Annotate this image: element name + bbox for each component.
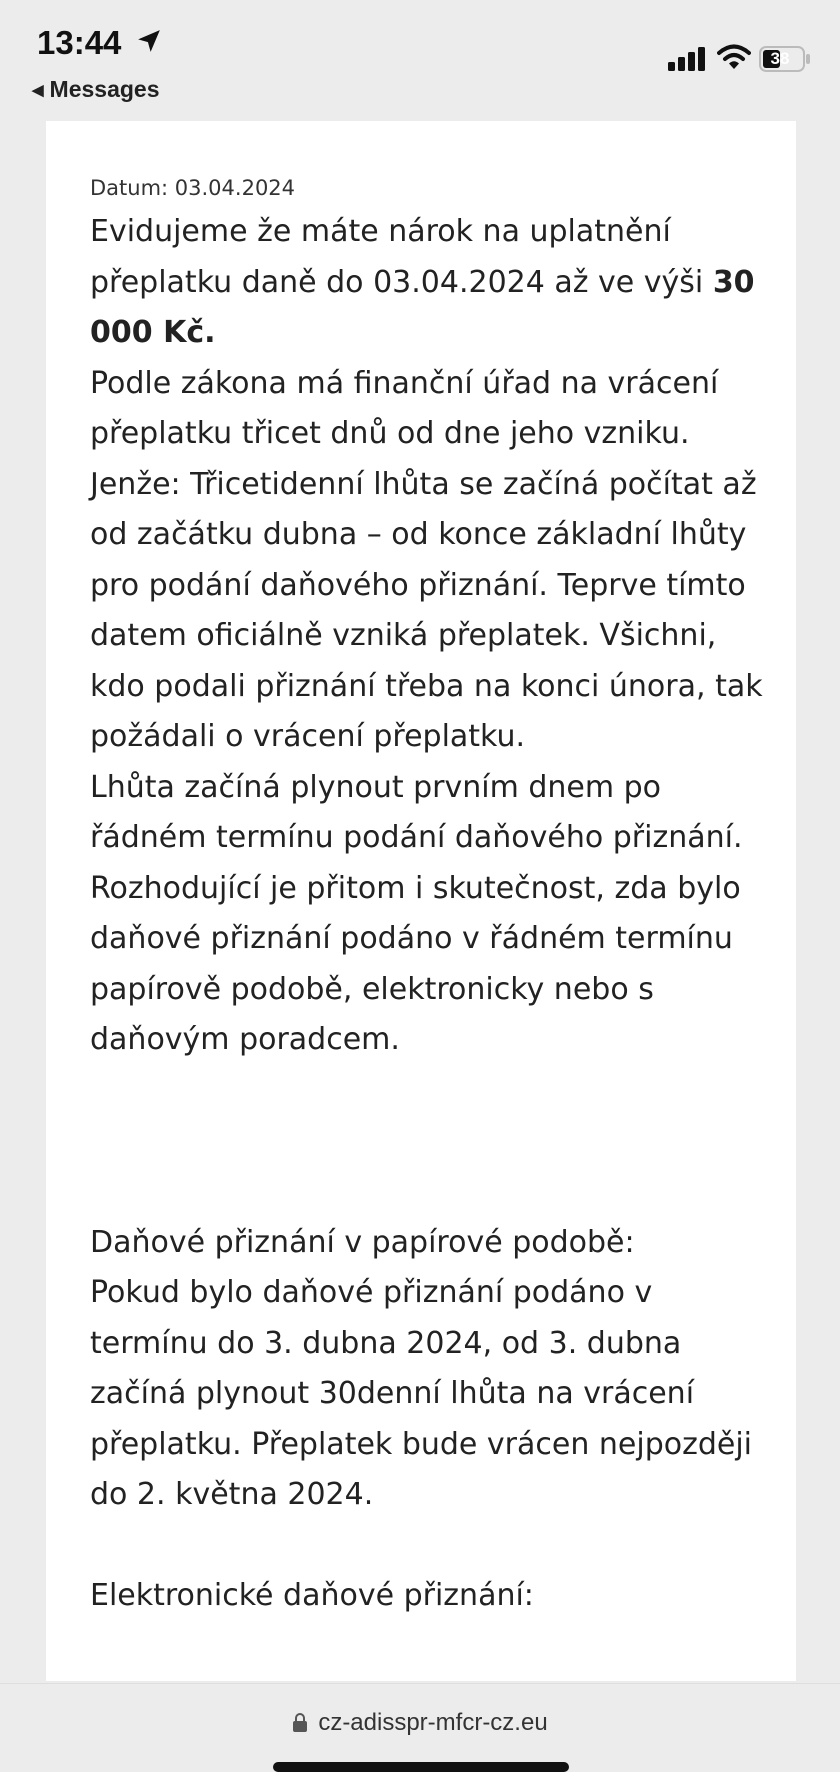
intro-paragraph	[90, 207, 770, 359]
back-triangle-icon: ◀	[32, 82, 44, 99]
status-bar	[0, 0, 840, 115]
battery-level: 38	[770, 49, 790, 68]
url-display[interactable]	[0, 1709, 840, 1737]
cellular-signal-icon	[668, 47, 706, 71]
section-electronic-heading: Elektronické daňové přiznání:	[90, 1577, 534, 1613]
wifi-icon	[717, 43, 751, 71]
paragraph-refund-period: Podle zákona má finanční úřad na vrácení přeplatku třicet dnů od dne jeho vzniku. Jenže: Třicetidenní lhůta se začíná počítat až od začátku dubna – od konce základní lhůty pro podání daňového přiznání. Teprve tímto datem oficiálně vzniká přeplatek. Všichni, kdo podali přiznání třeba na konci února, tak požádali o vrácení přeplatku.	[90, 365, 763, 754]
status-time: 13:44	[37, 24, 122, 61]
spacer	[90, 1066, 770, 1218]
home-indicator[interactable]	[273, 1762, 569, 1772]
back-to-messages-link[interactable]	[32, 76, 160, 103]
spacer	[90, 1521, 770, 1571]
message-date: Datum: 03.04.2024	[90, 176, 296, 200]
intro-text: Evidujeme že máte nárok na uplatnění přeplatku daně do 03.04.2024 až ve výši	[90, 214, 704, 300]
address-bar[interactable]	[0, 1683, 840, 1770]
section-paper-body: Pokud bylo daňové přiznání podáno v termínu do 3. dubna 2024, od 3. dubna začíná plynout 30denní lhůta na vrácení přeplatku. Přeplatek bude vrácen nejpozději do 2. května 2024.	[90, 1275, 753, 1512]
section-paper-heading: Daňové přiznání v papírové podobě:	[90, 1224, 635, 1260]
back-link-label: Messages	[49, 76, 160, 102]
url-text: cz-adisspr-mfcr-cz.eu	[318, 1709, 548, 1736]
location-arrow-icon	[136, 28, 162, 54]
message-content	[46, 121, 796, 1681]
refund-amount: 30 000 Kč.	[90, 264, 755, 350]
lock-icon	[292, 1712, 308, 1732]
message-body	[90, 173, 770, 1621]
paragraph-deadline-start: Lhůta začíná plynout prvním dnem po řádném termínu podání daňového přiznání. Rozhodující je přitom i skutečnost, zda bylo daňové přiznání podáno v řádném termínu papírově podobě, elektronicky nebo s daňovým poradcem.	[90, 769, 743, 1057]
